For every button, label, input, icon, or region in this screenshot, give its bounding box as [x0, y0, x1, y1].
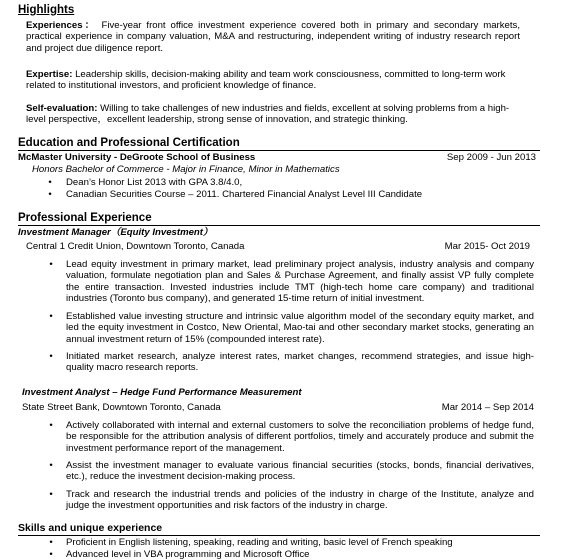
job-2-bullet-2-icon: •: [49, 460, 53, 471]
job-2-dates: Mar 2014 – Sep 2014: [441, 402, 534, 413]
experiences-label: Experiences：: [26, 20, 97, 31]
job-2-item-1: Actively collaborated with internal and external customers to solve the reconciliation problems of hedge fund, be responsible for the attribution analysis of different portfolios, timely and accurately produce and submit the investment performance report of the management.: [66, 420, 534, 454]
education-school: McMaster University - DeGroote School of Business: [18, 152, 256, 163]
job-2-item-2: Assist the investment manager to evaluate various financial securities (stocks, bonds, financial derivatives, etc.), reduce the investment decision-making process.: [66, 460, 534, 483]
expertise-label: Expertise:: [26, 69, 73, 80]
job-2-item-3: Track and research the industrial trends and policies of the industry in charge of the Institute, analyze and judge the investment opportunities and risk factors of the industry in charge.: [66, 489, 534, 512]
expertise-text: Leadership skills, decision-making ability and team work consciousness, committed to long-term work related to institutional investors, and proficient knowledge of finance.: [26, 69, 506, 92]
job-1-item-2: Established value investing structure and intrinsic value algorithm model of the secondary equity market, and led the equity investment in Costco, New Oriental, Mao-tai and other secondary market stocks, generating an annual investment return of 15% (compounded interest rate).: [66, 311, 534, 345]
job-1-role: Investment Manager（Equity Investment）: [18, 227, 213, 238]
job-1-item-3: Initiated market research, analyze interest rates, market changes, recommend strategies, and issue high-quality macro research reports.: [66, 351, 534, 374]
job-1-bullet-3-icon: •: [49, 351, 53, 362]
skills-bullet-1-icon: •: [49, 537, 53, 548]
skills-title: Skills and unique experience: [18, 522, 540, 536]
education-bullet-1-icon: •: [48, 177, 52, 188]
job-1-bullet-2-icon: •: [49, 311, 53, 322]
job-1-bullet-1-icon: •: [49, 259, 53, 270]
highlights-title-text: Highlights: [18, 4, 75, 16]
job-1-dates: Mar 2015- Oct 2019: [444, 241, 530, 252]
experiences-text: Five-year front office investment experience covered both in primary and secondary markets, practical experience in company valuation, M&A and restructuring, independent writing of industry research report and project due diligence report.: [26, 20, 520, 54]
skills-item-2: Advanced level in VBA programming and Microsoft Office: [66, 549, 310, 560]
education-item-1: Dean’s Honor List 2013 with GPA 3.8/4.0,: [66, 177, 243, 188]
job-2-bullet-3-icon: •: [49, 489, 53, 500]
skills-item-1: Proficient in English listening, speaking, reading and writing, basic level of French speaking: [66, 537, 453, 548]
education-item-2: Canadian Securities Course – 2011. Chartered Financial Analyst Level III Candidate: [66, 189, 423, 200]
selfeval-text: Willing to take challenges of new industries and fields, excellent at solving problems from a high-level perspective，excellent leadership, strong sense of innovation, and strategic thinking.: [26, 103, 510, 126]
education-title: Education and Professional Certification: [18, 137, 540, 151]
job-1-item-1: Lead equity investment in primary market, lead preliminary project analysis, industry analysis and company valuation, formulate negotiation plan and Sales & Purchase Agreement, and finally assist VP fully complete the entire transaction. Invested industries include TMT (high-tech home care company) and traditional industries (Toronto bus company), and generated 15-time return of initial investment.: [66, 259, 534, 305]
job-2-role: Investment Analyst – Hedge Fund Performance Measurement: [22, 387, 302, 398]
experience-title: Professional Experience: [18, 212, 540, 226]
education-bullet-2-icon: •: [48, 189, 52, 200]
experiences-paragraph: [26, 20, 520, 54]
education-degree: Honors Bachelor of Commerce - Major in Finance, Minor in Mathematics: [32, 164, 340, 175]
education-dates: Sep 2009 - Jun 2013: [446, 152, 536, 163]
job-1-employer: Central 1 Credit Union, Downtown Toronto, Canada: [26, 241, 245, 252]
selfeval-paragraph: [26, 103, 520, 126]
job-2-bullet-1-icon: •: [49, 420, 53, 431]
expertise-paragraph: [26, 69, 520, 92]
selfeval-label: Self-evaluation:: [26, 103, 98, 114]
job-2-employer: State Street Bank, Downtown Toronto, Canada: [22, 402, 221, 413]
highlights-title: [18, 4, 540, 17]
skills-bullet-2-icon: •: [49, 549, 53, 560]
